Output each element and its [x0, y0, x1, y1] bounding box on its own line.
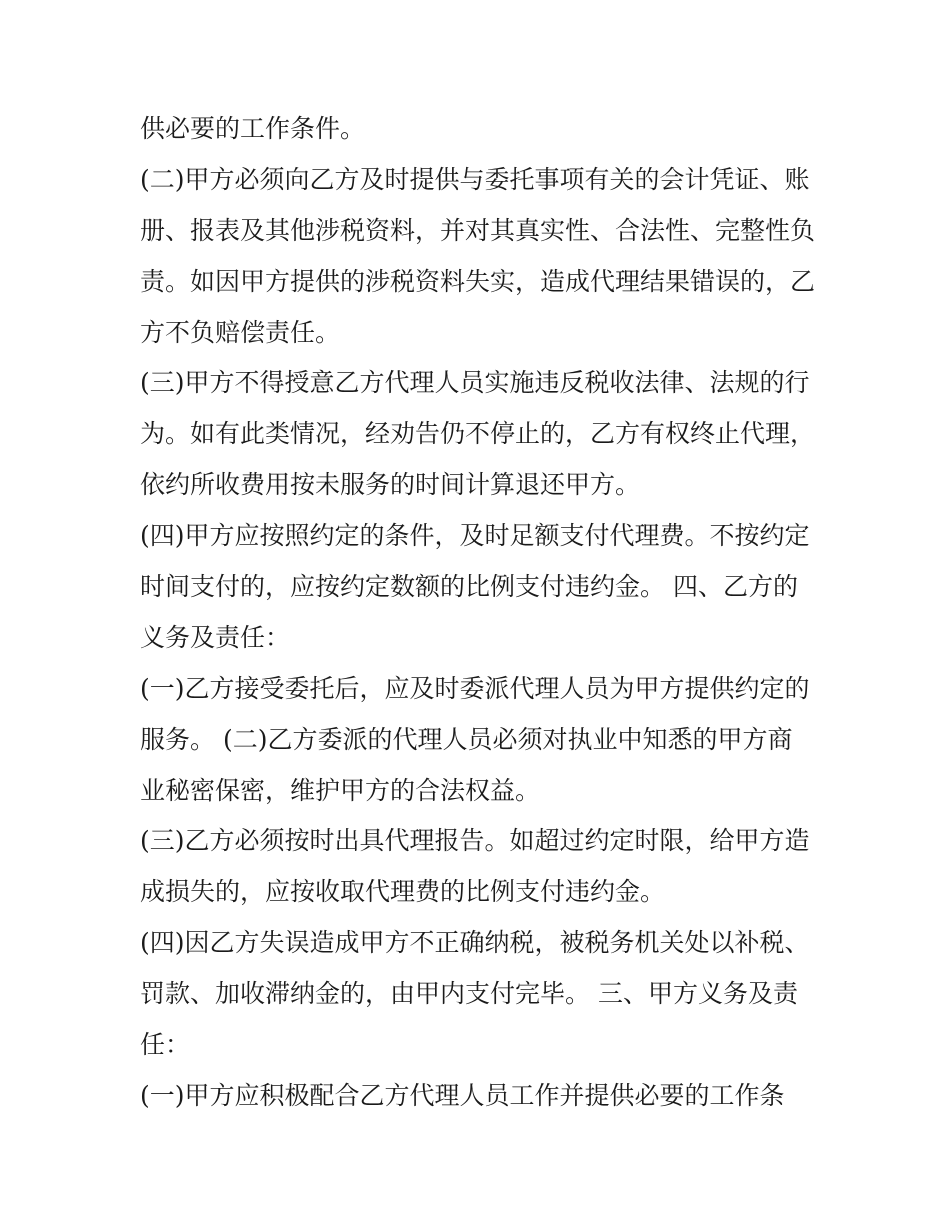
text-line: (四)因乙方失误造成甲方不正确纳税，被税务机关处以补税、: [140, 928, 810, 958]
text-line: (一)乙方接受委托后，应及时委派代理人员为甲方提供约定的: [140, 673, 810, 703]
text-line: 供必要的工作条件。: [140, 114, 366, 143]
text-line: 服务。 (二)乙方委派的代理人员必须对执业中知悉的甲方商: [140, 724, 793, 754]
text-line: 方不负赔偿责任。: [140, 317, 341, 347]
text-line: 依约所收费用按未服务的时间计算退还甲方。: [140, 470, 641, 500]
text-line: 为。如有此类情况，经劝告仍不停止的，乙方有权终止代理，: [140, 419, 816, 449]
text-line: (四)甲方应按照约定的条件，及时足额支付代理费。不按约定: [140, 521, 810, 551]
text-line: (三)乙方必须按时出具代理报告。如超过约定时限，给甲方造: [140, 826, 810, 856]
text-line: (三)甲方不得授意乙方代理人员实施违反税收法律、法规的行: [140, 368, 810, 398]
text-line: 任：: [140, 1030, 191, 1060]
text-line: 罚款、加收滞纳金的，由甲内支付完毕。 三、甲方义务及责: [140, 979, 798, 1009]
document-body: [140, 104, 820, 1122]
text-line: 责。如因甲方提供的涉税资料失实，造成代理结果错误的，乙: [140, 266, 816, 296]
text-line: (一)甲方应积极配合乙方代理人员工作并提供必要的工作条: [140, 1080, 785, 1110]
text-line: 时间支付的，应按约定数额的比例支付违约金。 四、乙方的: [140, 572, 798, 602]
text-line: 义务及责任：: [140, 622, 291, 652]
text-line: (二)甲方必须向乙方及时提供与委托事项有关的会计凭证、账: [140, 164, 810, 194]
text-line: 业秘密保密，维护甲方的合法权益。: [140, 775, 541, 805]
text-line: 成损失的，应按收取代理费的比例支付违约金。: [140, 877, 666, 907]
text-line: 册、报表及其他涉税资料，并对其真实性、合法性、完整性负: [140, 215, 816, 245]
